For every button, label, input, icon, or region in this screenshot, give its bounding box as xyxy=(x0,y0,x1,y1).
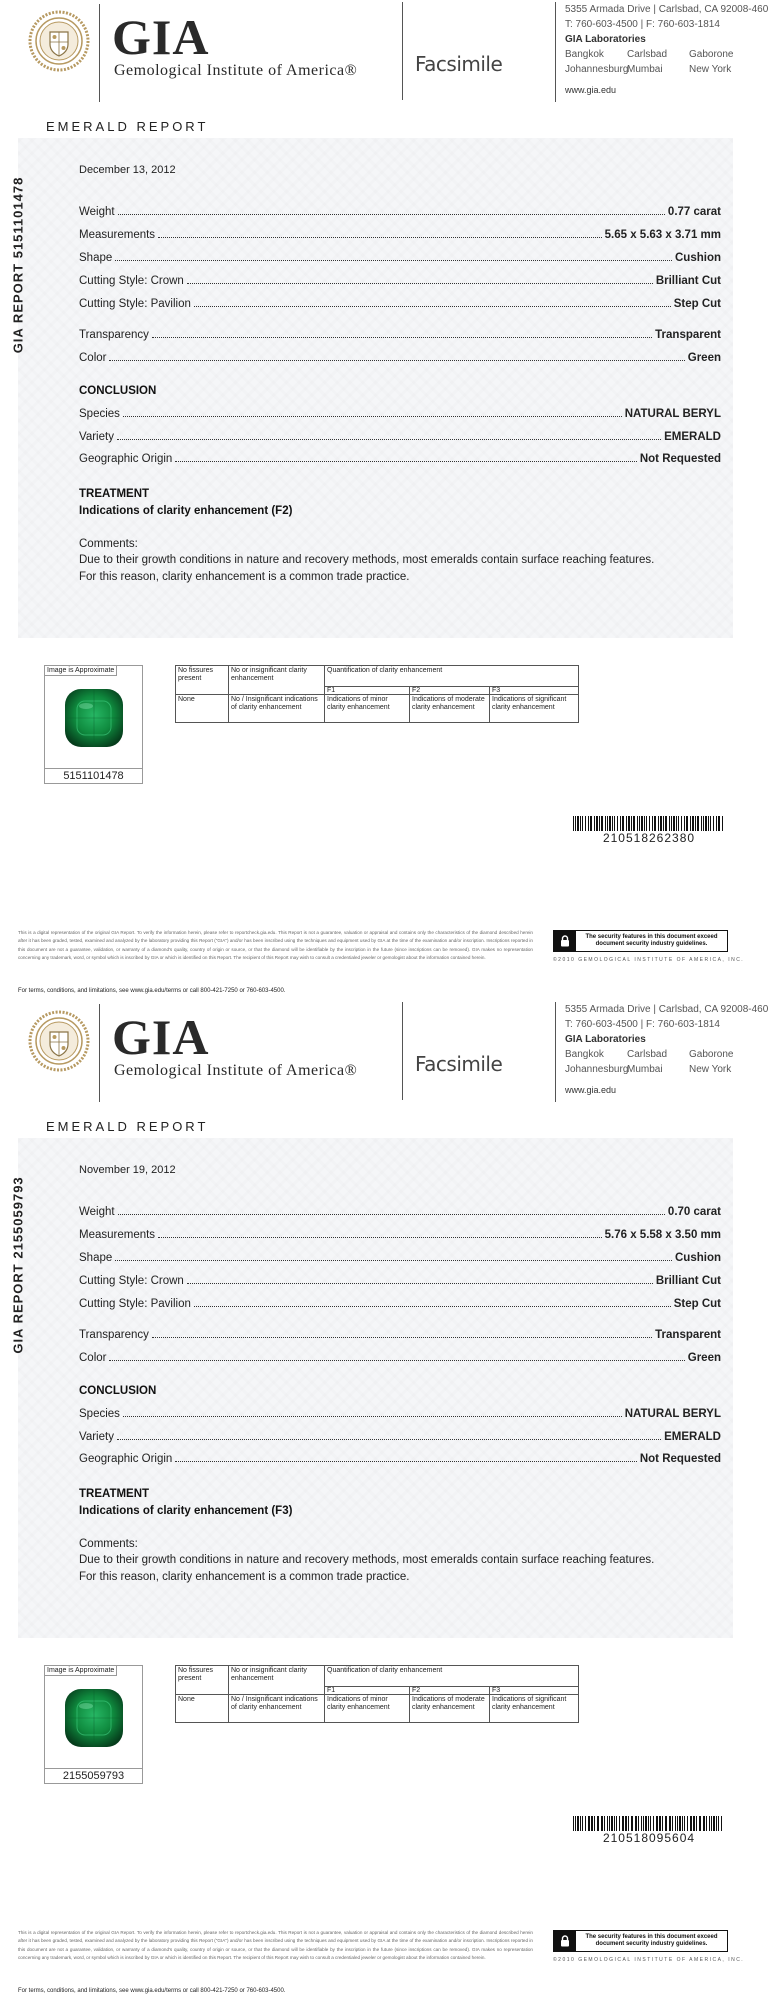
report-date: December 13, 2012 xyxy=(79,164,176,176)
lab-city: Bangkok xyxy=(565,1049,604,1060)
barcode-bar xyxy=(708,816,709,831)
barcode-bar xyxy=(687,1816,688,1831)
address-line: 5355 Armada Drive | Carlsbad, CA 92008-460 xyxy=(565,1004,768,1015)
clarity-cell: No / Insignificant indications of clarity enhancement xyxy=(231,696,318,711)
clarity-header-f2: F2 xyxy=(412,687,421,694)
barcode-bar xyxy=(585,1816,586,1831)
barcode-bar xyxy=(677,1816,678,1831)
clarity-header-f2: F2 xyxy=(412,1687,421,1694)
transparency-label: Transparency xyxy=(79,1329,149,1341)
image-caption: Image is Approximate xyxy=(45,1666,117,1676)
clarity-header: Quantification of clarity enhancement xyxy=(327,1667,443,1674)
website-link[interactable]: www.gia.edu xyxy=(565,1085,617,1095)
barcode-bar xyxy=(669,1816,671,1831)
barcode-bar xyxy=(718,816,720,831)
barcode-bar xyxy=(573,816,574,831)
lab-city: Gaborone xyxy=(689,49,734,60)
barcode-bar xyxy=(678,816,679,831)
lab-city: Johannesburg xyxy=(565,64,629,75)
barcode-bar xyxy=(582,816,583,831)
barcode-bar xyxy=(590,816,592,831)
species-label: Species xyxy=(79,408,120,420)
weight-row xyxy=(79,1202,721,1218)
barcode-bar xyxy=(644,816,645,831)
weight-label: Weight xyxy=(79,1206,115,1218)
lab-city: Mumbai xyxy=(627,64,663,75)
gia-logo-text: GIA xyxy=(112,9,210,65)
gem-image-frame xyxy=(44,1665,143,1784)
barcode-bar xyxy=(607,816,608,831)
barcode-bar xyxy=(645,1816,647,1831)
address-line: 5355 Armada Drive | Carlsbad, CA 92008-460 xyxy=(565,4,768,15)
lab-city: New York xyxy=(689,1064,732,1075)
barcode-bar xyxy=(690,816,691,831)
barcode-bar xyxy=(710,816,711,831)
barcode-bar xyxy=(653,1816,654,1831)
transparency-value: Transparent xyxy=(655,1329,721,1341)
barcode-bar xyxy=(675,1816,676,1831)
report-header xyxy=(0,0,768,110)
barcode-bar xyxy=(721,1816,722,1831)
barcode-bar xyxy=(716,1816,717,1831)
conclusion-heading: CONCLUSION xyxy=(79,1385,157,1397)
barcode-number: 210518262380 xyxy=(602,831,696,845)
pavilion-row xyxy=(79,294,721,310)
origin-value: Not Requested xyxy=(639,453,721,465)
crown-label: Cutting Style: Crown xyxy=(79,275,184,287)
barcode-bar xyxy=(633,816,635,831)
transparency-value: Transparent xyxy=(655,329,721,341)
report-title: EMERALD REPORT xyxy=(46,1119,209,1134)
shape-value: Cushion xyxy=(675,252,721,264)
barcode-bar xyxy=(614,816,615,831)
barcode-bar xyxy=(594,1816,595,1831)
security-notice xyxy=(553,930,728,952)
crown-label: Cutting Style: Crown xyxy=(79,1275,184,1287)
conclusion-heading: CONCLUSION xyxy=(79,385,157,397)
lab-address-block xyxy=(565,2,768,98)
barcode-bar xyxy=(673,816,675,831)
barcode-bar xyxy=(660,816,662,831)
barcode-bar xyxy=(588,816,589,831)
origin-label: Geographic Origin xyxy=(79,1453,173,1465)
barcode-bar xyxy=(709,1816,710,1831)
barcode-bar xyxy=(575,816,576,831)
measurements-label: Measurements xyxy=(79,1229,156,1241)
report-date: November 19, 2012 xyxy=(79,1164,176,1176)
clarity-header: Quantification of clarity enhancement xyxy=(327,667,443,674)
barcode-bar xyxy=(652,816,653,831)
transparency-label: Transparency xyxy=(79,329,149,341)
terms-line: For terms, conditions, and limitations, see www.gia.edu/terms or call 800-421-7250 or 760-603-4500. xyxy=(18,988,286,994)
comments-label: Comments: xyxy=(79,1538,138,1550)
pavilion-label: Cutting Style: Pavilion xyxy=(79,298,191,310)
barcode-bar xyxy=(604,1816,605,1831)
species-label: Species xyxy=(79,1408,120,1420)
report-number-vertical: GIA REPORT 5151101478 xyxy=(10,176,26,354)
barcode-bar xyxy=(631,1816,633,1831)
barcode-bar xyxy=(656,1816,658,1831)
clarity-header: No fissures present xyxy=(178,667,214,682)
barcode-bar xyxy=(616,1816,617,1831)
measurements-row xyxy=(79,1225,721,1241)
transparency-row xyxy=(79,1325,721,1341)
facsimile-label: Facsimile xyxy=(415,52,503,76)
barcode-bar xyxy=(638,1816,639,1831)
gia-report xyxy=(0,1000,768,2000)
barcode-bar xyxy=(663,816,664,831)
emerald-gem-image xyxy=(60,684,128,752)
barcode-bar xyxy=(659,1816,661,1831)
clarity-cell: Indications of moderate clarity enhancement xyxy=(412,696,485,711)
barcode-bar xyxy=(577,1816,579,1831)
comments-label: Comments: xyxy=(79,538,138,550)
barcode xyxy=(573,1816,725,1831)
website-link[interactable]: www.gia.edu xyxy=(565,85,617,95)
weight-label: Weight xyxy=(79,206,115,218)
barcode-bar xyxy=(665,816,667,831)
barcode-bar xyxy=(695,816,696,831)
clarity-cell: Indications of moderate clarity enhancement xyxy=(412,1696,485,1711)
phone-line: T: 760-603-4500 | F: 760-603-1814 xyxy=(565,1019,720,1030)
measurements-value: 5.65 x 5.63 x 3.71 mm xyxy=(604,229,721,241)
security-line: document security industry guidelines. xyxy=(595,941,708,947)
terms-line: For terms, conditions, and limitations, see www.gia.edu/terms or call 800-421-7250 or 760-603-4500. xyxy=(18,1988,286,1994)
barcode-bar xyxy=(622,1816,624,1831)
disclaimer-text: This is a digital representation of the original GIA Report. To verify the information herein, please refer to reportcheck.gia.edu. This Report is not a guarantee, valuation or appraisal and contains only the characteristics of the diamond described herein after it has been graded, tested, examined and analyzed by the laboratory providing this Report ("GIA") and/or has been inscribed using the techniques and equipment used by GIA at the time of the examination and/or inscription. Inscriptions reported in this document are not a guarantee, validation, or warranty of a diamond's quality, country of origin or source, or that the diamond will be identifiable by the inscription in the future (since inscriptions can be removed). GIA makes no representation concerning any trademark, word, or symbol which is inscribed by GIA or which is identified on this Report. The recipient of this Report may wish to consult a credentialed jeweler or gemologist about the information contained herein. xyxy=(18,1930,533,1961)
origin-label: Geographic Origin xyxy=(79,453,173,465)
variety-row xyxy=(79,427,721,443)
copyright-line: ©2010 GEMOLOGICAL INSTITUTE OF AMERICA, INC. xyxy=(553,957,745,963)
barcode-bar xyxy=(697,816,699,831)
barcode-bar xyxy=(662,1816,663,1831)
treatment-heading: TREATMENT xyxy=(79,1488,150,1500)
barcode-bar xyxy=(686,816,688,831)
facsimile-label: Facsimile xyxy=(415,1052,503,1076)
lab-city: Bangkok xyxy=(565,49,604,60)
barcode-bar xyxy=(591,1816,593,1831)
barcode-bar xyxy=(671,816,672,831)
lock-icon xyxy=(554,931,576,951)
clarity-header: No or insignificant clarity enhancement xyxy=(231,667,307,682)
species-row xyxy=(79,404,721,420)
origin-value: Not Requested xyxy=(639,1453,721,1465)
clarity-header-f3: F3 xyxy=(492,1687,501,1694)
barcode-bar xyxy=(601,816,603,831)
security-line: document security industry guidelines. xyxy=(595,1941,708,1947)
barcode-bar xyxy=(637,816,638,831)
barcode-bar xyxy=(665,1816,667,1831)
barcode-bar xyxy=(580,816,581,831)
barcode-bar xyxy=(672,1816,673,1831)
report-number-vertical: GIA REPORT 2155059793 xyxy=(10,1176,26,1354)
clarity-header-f3: F3 xyxy=(492,687,501,694)
pavilion-row xyxy=(79,1294,721,1310)
barcode-bar xyxy=(625,1816,627,1831)
measurements-label: Measurements xyxy=(79,229,156,241)
lab-city: Carlsbad xyxy=(627,1049,668,1060)
report-title: EMERALD REPORT xyxy=(46,119,209,134)
comment-line: For this reason, clarity enhancement is a common trade practice. xyxy=(79,1571,410,1583)
shape-row xyxy=(79,1248,721,1264)
species-value: NATURAL BERYL xyxy=(624,1408,721,1420)
barcode-bar xyxy=(639,816,640,831)
comment-line: For this reason, clarity enhancement is a common trade practice. xyxy=(79,571,410,583)
gia-seal-icon xyxy=(28,1010,90,1072)
lab-cities xyxy=(565,47,768,77)
barcode-bar xyxy=(654,816,656,831)
treatment-heading: TREATMENT xyxy=(79,488,150,500)
clarity-enhancement-table xyxy=(175,1665,579,1723)
clarity-cell: No / Insignificant indications of clarity enhancement xyxy=(231,1696,318,1711)
barcode-bar xyxy=(650,1816,651,1831)
lab-address-block xyxy=(565,1002,768,1098)
barcode-bar xyxy=(620,816,621,831)
barcode-bar xyxy=(635,1816,637,1831)
lab-city: Mumbai xyxy=(627,1064,663,1075)
comment-line: Due to their growth conditions in nature and recovery methods, most emeralds contain surface reaching features. xyxy=(79,554,655,566)
clarity-header-f1: F1 xyxy=(327,1687,336,1694)
shape-label: Shape xyxy=(79,252,113,264)
shape-row xyxy=(79,248,721,264)
barcode-bar xyxy=(582,1816,583,1831)
species-row xyxy=(79,1404,721,1420)
measurements-row xyxy=(79,225,721,241)
barcode-bar xyxy=(696,1816,697,1831)
lab-city: Gaborone xyxy=(689,1049,734,1060)
gia-seal-icon xyxy=(28,10,90,72)
crown-row xyxy=(79,1271,721,1287)
pavilion-label: Cutting Style: Pavilion xyxy=(79,1298,191,1310)
barcode-bar xyxy=(703,816,704,831)
weight-value: 0.77 carat xyxy=(667,206,721,218)
species-value: NATURAL BERYL xyxy=(624,408,721,420)
color-value: Green xyxy=(687,1352,721,1364)
barcode-bar xyxy=(648,1816,649,1831)
barcode-bar xyxy=(646,816,647,831)
barcode-bar xyxy=(588,1816,590,1831)
variety-label: Variety xyxy=(79,431,114,443)
barcode-bar xyxy=(690,1816,692,1831)
barcode-bar xyxy=(682,1816,683,1831)
barcode-bar xyxy=(713,816,714,831)
barcode-bar xyxy=(669,816,670,831)
barcode-bar xyxy=(711,1816,712,1831)
color-value: Green xyxy=(687,352,721,364)
labs-heading: GIA Laboratories xyxy=(565,1034,646,1045)
gem-image-frame xyxy=(44,665,143,784)
color-label: Color xyxy=(79,1352,107,1364)
crown-value: Brilliant Cut xyxy=(655,275,721,287)
security-line: The security features in this document exceed xyxy=(585,934,718,940)
barcode-bar xyxy=(580,1816,581,1831)
barcode-bar xyxy=(705,816,707,831)
barcode-bar xyxy=(681,816,682,831)
barcode-bar xyxy=(611,1816,613,1831)
barcode-bar xyxy=(649,816,650,831)
barcode-bar xyxy=(699,1816,701,1831)
color-row xyxy=(79,348,721,364)
image-report-number: 2155059793 xyxy=(45,1768,142,1782)
phone-line: T: 760-603-4500 | F: 760-603-1814 xyxy=(565,19,720,30)
barcode-bar xyxy=(693,1816,695,1831)
barcode-bar xyxy=(631,816,632,831)
barcode-bar xyxy=(716,816,717,831)
barcode-bar xyxy=(609,1816,610,1831)
variety-value: EMERALD xyxy=(664,431,721,443)
security-notice xyxy=(553,1930,728,1952)
barcode-bar xyxy=(594,816,595,831)
barcode-bar xyxy=(713,1816,715,1831)
barcode-bar xyxy=(679,1816,681,1831)
weight-row xyxy=(79,202,721,218)
barcode-bar xyxy=(622,816,624,831)
image-caption: Image is Approximate xyxy=(45,666,117,676)
barcode-bar xyxy=(684,1816,685,1831)
barcode-bar xyxy=(626,816,627,831)
barcode-bar xyxy=(684,816,685,831)
crown-row xyxy=(79,271,721,287)
barcode-bar xyxy=(703,1816,705,1831)
comment-line: Due to their growth conditions in nature and recovery methods, most emeralds contain surface reaching features. xyxy=(79,1554,655,1566)
clarity-enhancement-table xyxy=(175,665,579,723)
clarity-cell: Indications of minor clarity enhancement xyxy=(327,1696,390,1711)
barcode-bar xyxy=(643,1816,644,1831)
gia-full-name: Gemological Institute of America® xyxy=(114,62,358,79)
labs-heading: GIA Laboratories xyxy=(565,34,646,45)
barcode-bar xyxy=(607,1816,608,1831)
barcode-bar xyxy=(722,816,723,831)
barcode-bar xyxy=(641,816,643,831)
shape-label: Shape xyxy=(79,1252,113,1264)
barcode-bar xyxy=(619,1816,620,1831)
barcode-bar xyxy=(577,816,579,831)
barcode-bar xyxy=(628,1816,629,1831)
lock-icon xyxy=(554,1931,576,1951)
treatment-text: Indications of clarity enhancement (F2) xyxy=(79,505,293,517)
barcode-bar xyxy=(617,816,618,831)
barcode-bar xyxy=(641,1816,642,1831)
variety-value: EMERALD xyxy=(664,1431,721,1443)
security-line: The security features in this document exceed xyxy=(585,1934,718,1940)
gia-logo-text: GIA xyxy=(112,1009,210,1065)
origin-row xyxy=(79,1449,721,1465)
barcode-bar xyxy=(605,816,606,831)
color-row xyxy=(79,1348,721,1364)
color-label: Color xyxy=(79,352,107,364)
clarity-header-f1: F1 xyxy=(327,687,336,694)
barcode-bar xyxy=(573,1816,574,1831)
barcode-bar xyxy=(692,816,694,831)
lab-city: New York xyxy=(689,64,732,75)
barcode-bar xyxy=(601,1816,603,1831)
clarity-cell: None xyxy=(178,696,195,703)
variety-row xyxy=(79,1427,721,1443)
barcode-bar xyxy=(676,816,677,831)
emerald-gem-image xyxy=(60,1684,128,1752)
origin-row xyxy=(79,449,721,465)
image-report-number: 5151101478 xyxy=(45,768,142,782)
weight-value: 0.70 carat xyxy=(667,1206,721,1218)
barcode xyxy=(573,816,725,831)
variety-label: Variety xyxy=(79,1431,114,1443)
report-header xyxy=(0,1000,768,1110)
barcode-bar xyxy=(701,816,702,831)
lab-city: Carlsbad xyxy=(627,49,668,60)
barcode-bar xyxy=(597,1816,599,1831)
gia-full-name: Gemological Institute of America® xyxy=(114,1062,358,1079)
disclaimer-text: This is a digital representation of the original GIA Report. To verify the information herein, please refer to reportcheck.gia.edu. This Report is not a guarantee, valuation or appraisal and contains only the characteristics of the diamond described herein after it has been graded, tested, examined and analyzed by the laboratory providing this Report ("GIA") and/or has been inscribed using the techniques and equipment used by GIA at the time of the examination and/or inscription. Inscriptions reported in this document are not a guarantee, validation, or warranty of a diamond's quality, country of origin or source, or that the diamond will be identifiable by the inscription in the future (since inscriptions can be removed). GIA makes no representation concerning any trademark, word, or symbol which is inscribed by GIA or which is identified on this Report. The recipient of this Report may wish to consult a credentialed jeweler or gemologist about the information contained herein. xyxy=(18,930,533,961)
barcode-bar xyxy=(628,816,630,831)
crown-value: Brilliant Cut xyxy=(655,1275,721,1287)
treatment-text: Indications of clarity enhancement (F3) xyxy=(79,1505,293,1517)
transparency-row xyxy=(79,325,721,341)
measurements-value: 5.76 x 5.58 x 3.50 mm xyxy=(604,1229,721,1241)
barcode-bar xyxy=(599,816,600,831)
lab-cities xyxy=(565,1047,768,1077)
pavilion-value: Step Cut xyxy=(673,298,721,310)
barcode-bar xyxy=(575,1816,576,1831)
barcode-bar xyxy=(609,816,611,831)
clarity-header: No fissures present xyxy=(178,1667,214,1682)
barcode-bar xyxy=(718,1816,719,1831)
barcode-bar xyxy=(612,816,613,831)
barcode-bar xyxy=(585,816,586,831)
clarity-cell: Indications of significant clarity enhancement xyxy=(492,696,567,711)
clarity-header: No or insignificant clarity enhancement xyxy=(231,1667,307,1682)
clarity-cell: None xyxy=(178,1696,195,1703)
pavilion-value: Step Cut xyxy=(673,1298,721,1310)
clarity-cell: Indications of significant clarity enhancement xyxy=(492,1696,567,1711)
lab-city: Johannesburg xyxy=(565,1064,629,1075)
shape-value: Cushion xyxy=(675,1252,721,1264)
barcode-bar xyxy=(658,816,659,831)
clarity-cell: Indications of minor clarity enhancement xyxy=(327,696,390,711)
barcode-bar xyxy=(614,1816,615,1831)
barcode-number: 210518095604 xyxy=(602,1831,696,1845)
copyright-line: ©2010 GEMOLOGICAL INSTITUTE OF AMERICA, INC. xyxy=(553,1957,745,1963)
barcode-bar xyxy=(596,816,598,831)
barcode-bar xyxy=(706,1816,707,1831)
